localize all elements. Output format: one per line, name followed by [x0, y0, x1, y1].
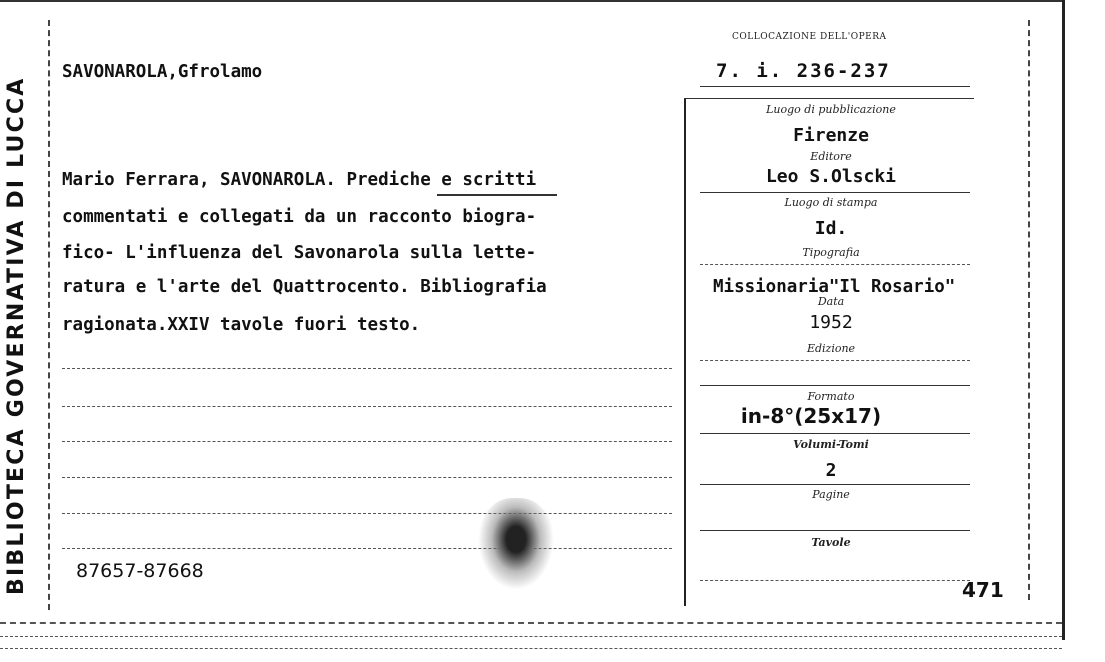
bottom-edge: [0, 636, 1062, 637]
label-tipografia: Tipografia: [802, 246, 860, 259]
label-luogo-pubblicazione: Luogo di pubblicazione: [766, 103, 896, 116]
value-data: 1952: [809, 312, 853, 333]
value-formato: in-8°(25x17): [740, 404, 882, 428]
ruled-line: [62, 548, 672, 549]
card-edge: [1062, 0, 1065, 640]
description-line-1-text: Mario Ferrara, SAVONAROLA. Prediche e scritti: [62, 170, 537, 190]
field-rule: [700, 192, 970, 193]
ruled-line: [62, 368, 672, 369]
library-name-vertical: BIBLIOTECA GOVERNATIVA DI LUCCA: [4, 76, 29, 595]
field-rule: [700, 484, 970, 485]
ruled-line: [62, 406, 672, 407]
label-tavole: Tavole: [811, 536, 851, 549]
author-heading: SAVONAROLA,Gfrolamo: [62, 62, 263, 82]
publisher-series: Missionaria"Il Rosario": [713, 277, 956, 297]
label-data: Data: [817, 295, 845, 308]
title-underline: [437, 194, 557, 196]
bottom-edge: [0, 648, 1062, 649]
field-rule: [700, 433, 970, 434]
label-luogo-stampa: Luogo di stampa: [784, 196, 878, 209]
collocazione-value: 7. i. 236-237: [716, 60, 891, 82]
right-edge-line: [1028, 20, 1030, 600]
label-edizione: Edizione: [806, 342, 856, 355]
collocazione-label: COLLOCAZIONE DELL'OPERA: [732, 32, 887, 42]
value-editore: Leo S.Olscki: [765, 166, 897, 187]
top-edge: [0, 0, 1062, 2]
left-margin-line: [48, 20, 50, 610]
label-editore: Editore: [810, 150, 852, 163]
inventory-number: 87657-87668: [76, 560, 204, 582]
field-rule: [700, 264, 970, 265]
collocazione-rule: [700, 86, 970, 87]
label-volumi: Volumi-Tomi: [793, 438, 869, 451]
label-pagine: Pagine: [812, 488, 850, 501]
field-rule: [700, 580, 970, 581]
right-box-top-rule: [684, 98, 974, 99]
value-luogo-pubblicazione: Firenze: [793, 125, 869, 146]
description-line-5: ragionata.XXIV tavole fuori testo.: [62, 315, 421, 335]
value-volumi: 2: [825, 460, 837, 481]
field-rule: [700, 360, 970, 361]
description-line-1: [62, 170, 536, 190]
description-line-4: ratura e l'arte del Quattrocento. Bibliografia: [62, 277, 547, 297]
ruled-line: [62, 477, 672, 478]
stamp-mark: [478, 498, 554, 590]
label-formato: Formato: [807, 390, 855, 403]
ruled-line: [62, 441, 672, 442]
ruled-line: [62, 513, 672, 514]
corner-number: 471: [962, 578, 1004, 602]
description-line-2: commentati e collegati da un racconto biogra-: [62, 207, 537, 227]
field-rule: [700, 385, 970, 386]
value-luogo-stampa: Id.: [814, 218, 848, 239]
bottom-edge: [0, 622, 1062, 624]
field-rule: [700, 530, 970, 531]
description-line-3: fico- L'influenza del Savonarola sulla lette-: [62, 243, 537, 263]
